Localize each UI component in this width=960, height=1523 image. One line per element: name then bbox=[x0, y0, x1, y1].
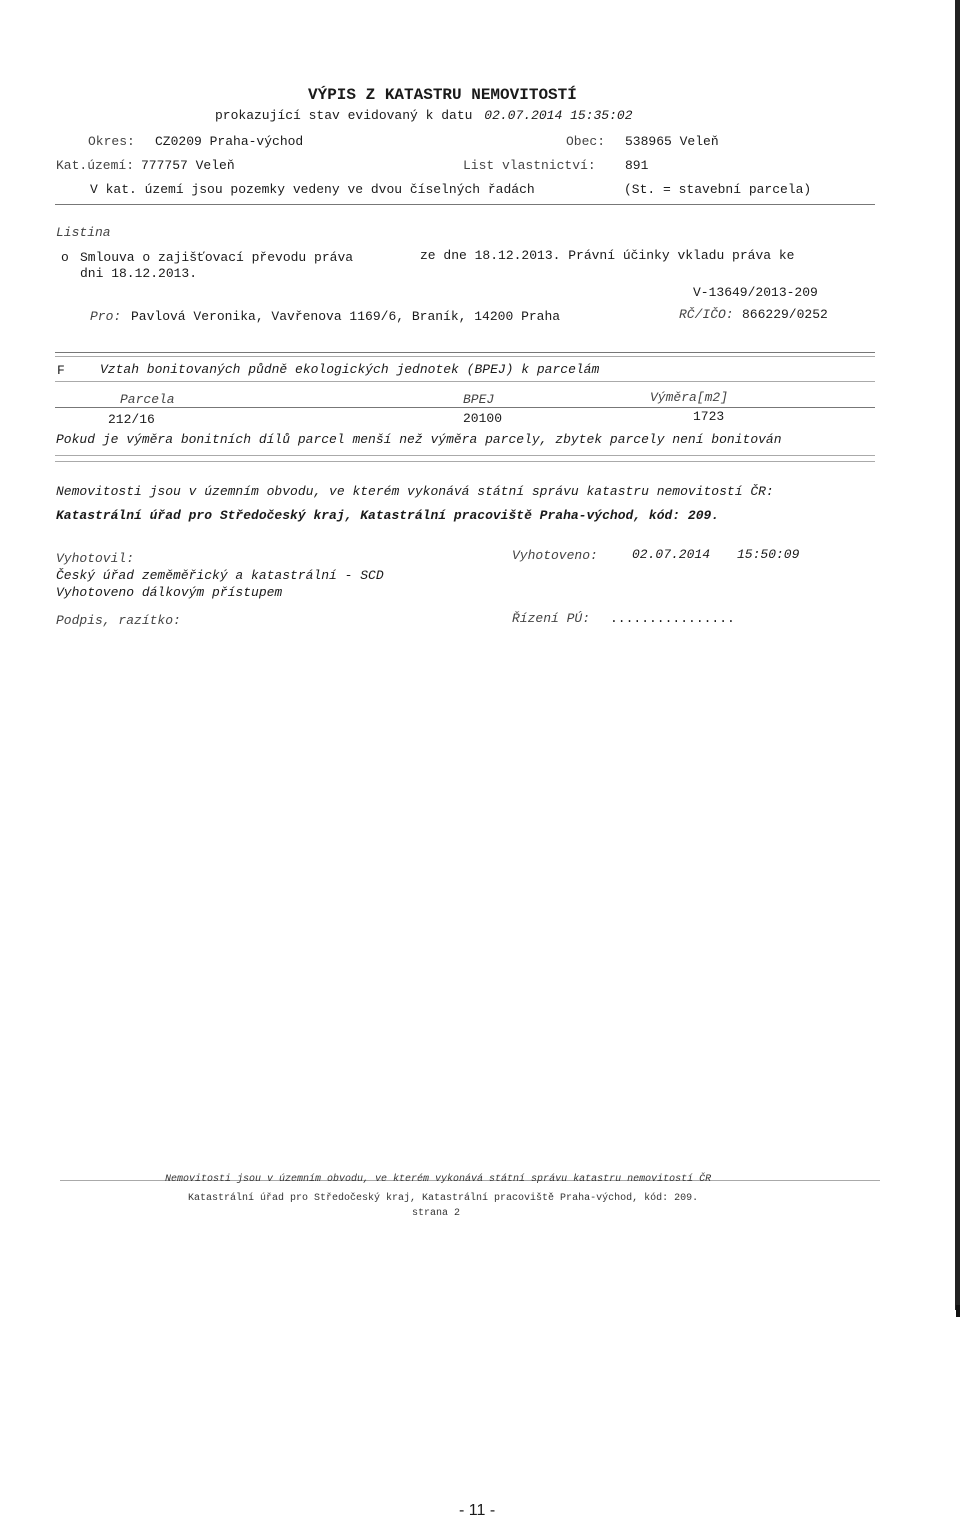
divider-section-f-title bbox=[55, 381, 875, 382]
bonitace-note: Pokud je výměra bonitních dílů parcel menší než výměra parcely, zbytek parcely není bonitován bbox=[56, 432, 782, 447]
signature-label: Podpis, razítko: bbox=[56, 613, 181, 628]
lv-label: List vlastnictví: bbox=[463, 158, 596, 173]
issued-time-value: 15:50:09 bbox=[737, 547, 800, 562]
issued-by-label: Vyhotovil: bbox=[56, 551, 135, 566]
pro-value: Pavlová Veronika, Vavřenova 1169/6, Braník, 14200 Praha bbox=[131, 309, 561, 324]
office-line2: Katastrální úřad pro Středočeský kraj, Katastrální pracoviště Praha-východ, kód: 209. bbox=[56, 508, 720, 523]
listina-line1a: Smlouva o zajišťovací převodu práva bbox=[80, 250, 354, 265]
column-header-parcela: Parcela bbox=[120, 392, 175, 407]
section-f-letter: F bbox=[57, 363, 65, 378]
footer-line3: strana 2 bbox=[412, 1208, 461, 1219]
obec-label: Obec: bbox=[566, 134, 606, 149]
section-f-title: Vztah bonitovaných půdně ekologických jednotek (BPEJ) k parcelám bbox=[100, 362, 600, 377]
listina-bullet: o bbox=[61, 250, 69, 265]
column-header-vymera: Výměra[m2] bbox=[650, 390, 729, 405]
divider-section-f-bottom2 bbox=[55, 461, 875, 462]
divider-table-header bbox=[55, 407, 875, 408]
footer-line1: Nemovitosti jsou v územním obvodu, ve kterém vykonává státní správu katastru nemovitostí ČR bbox=[165, 1174, 712, 1185]
pro-label: Pro: bbox=[90, 309, 122, 324]
issued-by-line2: Vyhotoveno dálkovým přístupem bbox=[56, 585, 283, 600]
office-line1: Nemovitosti jsou v územním obvodu, ve kterém vykonává státní správu katastru nemovitostí ČR: bbox=[56, 484, 774, 499]
page-number: - 11 - bbox=[459, 1502, 496, 1519]
obec-value: 538965 Veleň bbox=[625, 134, 719, 149]
katuzemi-label: Kat.území: bbox=[56, 158, 135, 173]
listina-reference: V-13649/2013-209 bbox=[693, 285, 818, 300]
scan-edge-right bbox=[955, 0, 960, 1310]
document-subtitle bbox=[215, 108, 633, 123]
divider-header bbox=[55, 204, 875, 205]
document-title: VÝPIS Z KATASTRU NEMOVITOSTÍ bbox=[308, 86, 577, 104]
subtitle-date: 02.07.2014 15:35:02 bbox=[484, 108, 633, 123]
numbering-note-paren: (St. = stavební parcela) bbox=[624, 182, 812, 197]
okres-label: Okres: bbox=[88, 134, 135, 149]
divider-section-f-top bbox=[55, 352, 875, 353]
katuzemi-value: 777757 Veleň bbox=[141, 158, 235, 173]
listina-heading: Listina bbox=[56, 225, 111, 240]
scan-edge-mark bbox=[956, 1305, 960, 1317]
rc-label: RČ/IČO: bbox=[679, 307, 734, 322]
listina-line1b: ze dne 18.12.2013. Právní účinky vkladu práva ke bbox=[420, 248, 795, 263]
issued-by-line1: Český úřad zeměměřický a katastrální - SCD bbox=[56, 568, 384, 583]
column-header-bpej: BPEJ bbox=[463, 392, 495, 407]
numbering-note: V kat. území jsou pozemky vedeny ve dvou číselných řadách bbox=[90, 182, 535, 197]
issued-date-label: Vyhotoveno: bbox=[512, 548, 598, 563]
divider-section-f-top2 bbox=[55, 356, 875, 357]
listina-line2: dni 18.12.2013. bbox=[80, 266, 198, 281]
okres-value: CZ0209 Praha-východ bbox=[155, 134, 304, 149]
issued-date-value: 02.07.2014 bbox=[632, 547, 711, 562]
rizeni-value: ................ bbox=[610, 611, 735, 626]
table-row-vymera: 1723 bbox=[693, 409, 725, 424]
subtitle-text: prokazující stav evidovaný k datu bbox=[215, 108, 473, 123]
divider-section-f-bottom bbox=[55, 455, 875, 456]
lv-value: 891 bbox=[625, 158, 649, 173]
rizeni-label: Řízení PÚ: bbox=[512, 611, 591, 626]
rc-value: 866229/0252 bbox=[742, 307, 828, 322]
table-row-parcela: 212/16 bbox=[108, 412, 155, 427]
footer-line2: Katastrální úřad pro Středočeský kraj, Katastrální pracoviště Praha-východ, kód: 209. bbox=[188, 1193, 699, 1204]
table-row-bpej: 20100 bbox=[463, 411, 503, 426]
